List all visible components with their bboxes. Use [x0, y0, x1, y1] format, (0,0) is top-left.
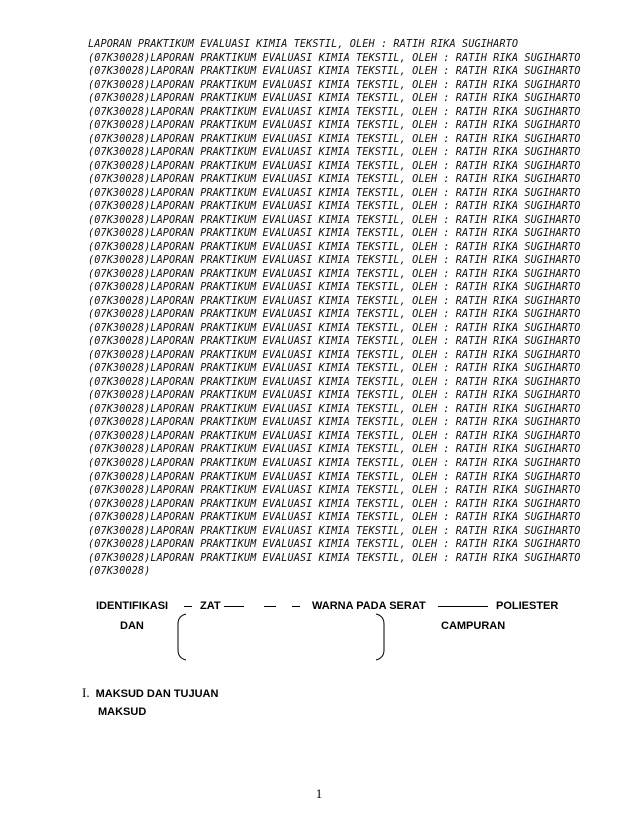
header-line: (07K30028)LAPORAN PRAKTIKUM EVALUASI KIMIA TEKSTIL, OLEH : RATIH RIKA SUGIHARTO: [88, 228, 581, 240]
header-line: (07K30028)LAPORAN PRAKTIKUM EVALUASI KIMIA TEKSTIL, OLEH : RATIH RIKA SUGIHARTO: [88, 403, 581, 415]
header-line: (07K30028)LAPORAN PRAKTIKUM EVALUASI KIMIA TEKSTIL, OLEH : RATIH RIKA SUGIHARTO: [88, 512, 581, 524]
title-word-identifikasi: IDENTIFIKASI: [96, 600, 169, 612]
title-word-zat: ZAT: [200, 600, 221, 612]
header-line: (07K30028)LAPORAN PRAKTIKUM EVALUASI KIMIA TEKSTIL, OLEH : RATIH RIKA SUGIHARTO: [88, 485, 581, 497]
header-line: (07K30028)LAPORAN PRAKTIKUM EVALUASI KIMIA TEKSTIL, OLEH : RATIH RIKA SUGIHARTO: [88, 255, 581, 267]
title-word-warna-pada-serat: WARNA PADA SERAT: [312, 600, 426, 612]
header-line: (07K30028)LAPORAN PRAKTIKUM EVALUASI KIMIA TEKSTIL, OLEH : RATIH RIKA SUGIHARTO: [88, 417, 581, 429]
header-line: (07K30028)LAPORAN PRAKTIKUM EVALUASI KIMIA TEKSTIL, OLEH : RATIH RIKA SUGIHARTO: [88, 444, 581, 456]
title-word-campuran: CAMPURAN: [441, 620, 506, 632]
header-line: (07K30028)LAPORAN PRAKTIKUM EVALUASI KIMIA TEKSTIL, OLEH : RATIH RIKA SUGIHARTO: [88, 457, 581, 469]
header-line: (07K30028)LAPORAN PRAKTIKUM EVALUASI KIMIA TEKSTIL, OLEH : RATIH RIKA SUGIHARTO: [88, 376, 581, 388]
header-line: (07K30028)LAPORAN PRAKTIKUM EVALUASI KIMIA TEKSTIL, OLEH : RATIH RIKA SUGIHARTO: [88, 79, 581, 91]
title-dash: [292, 606, 300, 607]
header-line: (07K30028)LAPORAN PRAKTIKUM EVALUASI KIMIA TEKSTIL, OLEH : RATIH RIKA SUGIHARTO: [88, 430, 581, 442]
section-numeral: I.: [82, 685, 90, 700]
title-dash: [184, 606, 192, 607]
header-line: (07K30028)LAPORAN PRAKTIKUM EVALUASI KIMIA TEKSTIL, OLEH : RATIH RIKA SUGIHARTO: [88, 241, 581, 253]
header-line: (07K30028)LAPORAN PRAKTIKUM EVALUASI KIMIA TEKSTIL, OLEH : RATIH RIKA SUGIHARTO: [88, 133, 581, 145]
repeated-header-text: [88, 38, 628, 579]
title-word-poliester: POLIESTER: [496, 600, 559, 612]
page-number: 1: [315, 786, 323, 801]
header-line: (07K30028)LAPORAN PRAKTIKUM EVALUASI KIMIA TEKSTIL, OLEH : RATIH RIKA SUGIHARTO: [88, 349, 581, 361]
header-line: (07K30028)LAPORAN PRAKTIKUM EVALUASI KIMIA TEKSTIL, OLEH : RATIH RIKA SUGIHARTO: [88, 282, 581, 294]
header-line: (07K30028)LAPORAN PRAKTIKUM EVALUASI KIMIA TEKSTIL, OLEH : RATIH RIKA SUGIHARTO: [88, 498, 581, 510]
header-line: (07K30028)LAPORAN PRAKTIKUM EVALUASI KIMIA TEKSTIL, OLEH : RATIH RIKA SUGIHARTO: [88, 93, 581, 105]
header-line: (07K30028)LAPORAN PRAKTIKUM EVALUASI KIMIA TEKSTIL, OLEH : RATIH RIKA SUGIHARTO: [88, 106, 581, 118]
header-line-first: LAPORAN PRAKTIKUM EVALUASI KIMIA TEKSTIL, OLEH : RATIH RIKA SUGIHARTO: [88, 39, 519, 50]
header-line: (07K30028)LAPORAN PRAKTIKUM EVALUASI KIMIA TEKSTIL, OLEH : RATIH RIKA SUGIHARTO: [88, 336, 581, 348]
header-line: (07K30028)LAPORAN PRAKTIKUM EVALUASI KIMIA TEKSTIL, OLEH : RATIH RIKA SUGIHARTO: [88, 322, 581, 334]
title-dash: [438, 606, 488, 607]
title-dash: [224, 606, 244, 607]
header-line: (07K30028)LAPORAN PRAKTIKUM EVALUASI KIMIA TEKSTIL, OLEH : RATIH RIKA SUGIHARTO: [88, 52, 581, 64]
section-heading-text: MAKSUD DAN TUJUAN: [95, 688, 219, 700]
title-brace-graphic: [174, 612, 388, 662]
header-line: (07K30028)LAPORAN PRAKTIKUM EVALUASI KIMIA TEKSTIL, OLEH : RATIH RIKA SUGIHARTO: [88, 174, 581, 186]
header-line: (07K30028)LAPORAN PRAKTIKUM EVALUASI KIMIA TEKSTIL, OLEH : RATIH RIKA SUGIHARTO: [88, 295, 581, 307]
header-line-last: (07K30028): [88, 566, 151, 578]
header-line: (07K30028)LAPORAN PRAKTIKUM EVALUASI KIMIA TEKSTIL, OLEH : RATIH RIKA SUGIHARTO: [88, 147, 581, 159]
header-line: (07K30028)LAPORAN PRAKTIKUM EVALUASI KIMIA TEKSTIL, OLEH : RATIH RIKA SUGIHARTO: [88, 187, 581, 199]
header-line: (07K30028)LAPORAN PRAKTIKUM EVALUASI KIMIA TEKSTIL, OLEH : RATIH RIKA SUGIHARTO: [88, 309, 581, 321]
header-line: (07K30028)LAPORAN PRAKTIKUM EVALUASI KIMIA TEKSTIL, OLEH : RATIH RIKA SUGIHARTO: [88, 66, 581, 78]
header-line: (07K30028)LAPORAN PRAKTIKUM EVALUASI KIMIA TEKSTIL, OLEH : RATIH RIKA SUGIHARTO: [88, 214, 581, 226]
header-line: (07K30028)LAPORAN PRAKTIKUM EVALUASI KIMIA TEKSTIL, OLEH : RATIH RIKA SUGIHARTO: [88, 471, 581, 483]
header-line: (07K30028)LAPORAN PRAKTIKUM EVALUASI KIMIA TEKSTIL, OLEH : RATIH RIKA SUGIHARTO: [88, 363, 581, 375]
subsection-heading: MAKSUD: [98, 706, 147, 718]
header-line: (07K30028)LAPORAN PRAKTIKUM EVALUASI KIMIA TEKSTIL, OLEH : RATIH RIKA SUGIHARTO: [88, 120, 581, 132]
section-heading: [82, 685, 218, 701]
header-line: (07K30028)LAPORAN PRAKTIKUM EVALUASI KIMIA TEKSTIL, OLEH : RATIH RIKA SUGIHARTO: [88, 160, 581, 172]
title-word-dan: DAN: [120, 620, 144, 632]
header-line: (07K30028)LAPORAN PRAKTIKUM EVALUASI KIMIA TEKSTIL, OLEH : RATIH RIKA SUGIHARTO: [88, 201, 581, 213]
title-dash: [264, 606, 276, 607]
header-line: (07K30028)LAPORAN PRAKTIKUM EVALUASI KIMIA TEKSTIL, OLEH : RATIH RIKA SUGIHARTO: [88, 525, 581, 537]
header-line: (07K30028)LAPORAN PRAKTIKUM EVALUASI KIMIA TEKSTIL, OLEH : RATIH RIKA SUGIHARTO: [88, 390, 581, 402]
header-line: (07K30028)LAPORAN PRAKTIKUM EVALUASI KIMIA TEKSTIL, OLEH : RATIH RIKA SUGIHARTO: [88, 539, 581, 551]
header-line: (07K30028)LAPORAN PRAKTIKUM EVALUASI KIMIA TEKSTIL, OLEH : RATIH RIKA SUGIHARTO: [88, 552, 581, 564]
header-line: (07K30028)LAPORAN PRAKTIKUM EVALUASI KIMIA TEKSTIL, OLEH : RATIH RIKA SUGIHARTO: [88, 268, 581, 280]
